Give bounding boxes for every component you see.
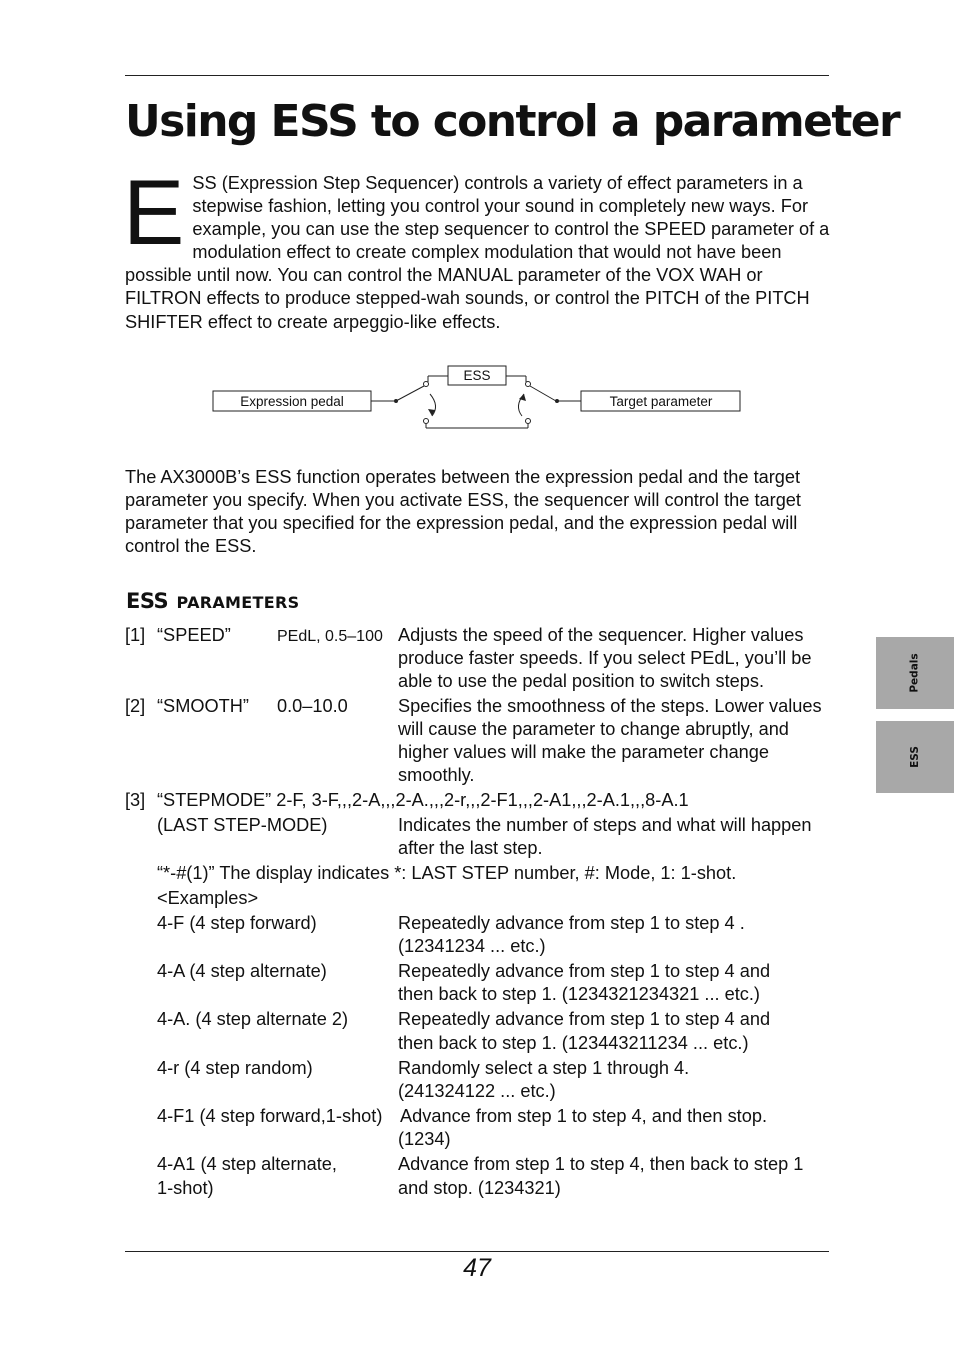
example-desc: Repeatedly advance from step 1 to step 4 .	[398, 913, 745, 933]
param-range: PEdL, 0.5–100	[277, 628, 383, 645]
ess-function-paragraph: The AX3000B’s ESS function operates between the expression pedal and the target parameter you specify. When you activate ESS, the sequencer will control the target parameter that you specified for the expression pedal, and the expression pedal will control the ESS.	[125, 467, 801, 557]
param-display-note: “*-#(1)” The display indicates *: LAST STEP number, #: Mode, 1: 1-shot.	[157, 863, 737, 883]
param-description: Specifies the smoothness of the steps. Lower values will cause the parameter to change abruptly, and higher values will make the parameter change smoothly.	[398, 696, 822, 786]
example-desc: Advance from step 1 to step 4, then back to step 1	[398, 1154, 804, 1174]
examples-label: <Examples>	[157, 888, 259, 908]
expression-pedal-label: Expression pedal	[240, 394, 344, 409]
param-name: “SMOOTH”	[157, 696, 249, 716]
example-name: 4-F1 (4 step forward,1-shot)	[157, 1106, 383, 1126]
example-desc: and stop. (1234321)	[398, 1178, 561, 1198]
example-name: 4-F (4 step forward)	[157, 913, 317, 933]
example-name: 4-A. (4 step alternate 2)	[157, 1009, 349, 1029]
example-name: 1-shot)	[157, 1178, 214, 1198]
section-heading-ess: ESS	[126, 589, 169, 613]
param-number: [1]	[125, 625, 146, 645]
page-number: 47	[463, 1254, 491, 1282]
intro-text: SS (Expression Step Sequencer) controls a variety of effect parameters in a stepwise fashion, letting you control your sound in completely new ways. For example, you can use the step sequencer to control the SPEED parameter of a modulation effect to create complex modulation that would not have been possible until now. You can control the MANUAL parameter of the VOX WAH or FILTRON effects to produce stepped-wah sounds, or control the PITCH of the PITCH SHIFTER effect to create arpeggio-like effects.	[125, 173, 830, 332]
example-desc: then back to step 1. (123443211234 ... etc.)	[398, 1033, 749, 1053]
example-desc: Advance from step 1 to step 4, and then stop.	[400, 1106, 768, 1126]
page-title: Using ESS to control a parameter	[125, 96, 900, 147]
drop-cap: E	[123, 162, 185, 264]
param-stepmode-sub: (LAST STEP-MODE)	[157, 815, 328, 835]
param-stepmode-line: “STEPMODE” 2-F, 3-F,,,2-A,,,2-A.,,,2-r,,,2-F1,,,2-A1,,,2-A.1,,,8-A.1	[157, 790, 689, 810]
param-number: [2]	[125, 696, 146, 716]
ess-signal-diagram	[0, 0, 954, 460]
target-parameter-label: Target parameter	[609, 394, 713, 409]
example-desc: Repeatedly advance from step 1 to step 4 and	[398, 961, 771, 981]
example-desc: (241324122 ... etc.)	[398, 1081, 556, 1101]
section-heading-parameters: PARAMETERS	[176, 593, 300, 612]
section-heading	[126, 586, 299, 614]
tab-pedals-label: Pedals	[909, 653, 921, 693]
param-name: “SPEED”	[157, 625, 231, 645]
example-desc: (12341234 ... etc.)	[398, 936, 546, 956]
ess-label: ESS	[463, 368, 491, 383]
param-range: 0.0–10.0	[277, 696, 348, 716]
example-desc: Repeatedly advance from step 1 to step 4 and	[398, 1009, 771, 1029]
tab-pedals[interactable]	[876, 637, 954, 709]
example-name: 4-A1 (4 step alternate,	[157, 1154, 337, 1174]
example-desc: (1234)	[398, 1129, 451, 1149]
example-name: 4-A (4 step alternate)	[157, 961, 327, 981]
tab-ess[interactable]	[876, 721, 954, 793]
bottom-rule	[125, 1251, 829, 1252]
example-desc: Randomly select a step 1 through 4.	[398, 1058, 690, 1078]
tab-ess-label: ESS	[908, 746, 921, 768]
example-name: 4-r (4 step random)	[157, 1058, 313, 1078]
example-desc: then back to step 1. (1234321234321 ... etc.)	[398, 984, 760, 1004]
param-description: Adjusts the speed of the sequencer. Higher values produce faster speeds. If you select PEdL, you’ll be able to use the pedal position to switch steps.	[398, 625, 812, 692]
param-stepmode-description: Indicates the number of steps and what will happen after the last step.	[398, 815, 812, 859]
param-number: [3]	[125, 790, 146, 810]
